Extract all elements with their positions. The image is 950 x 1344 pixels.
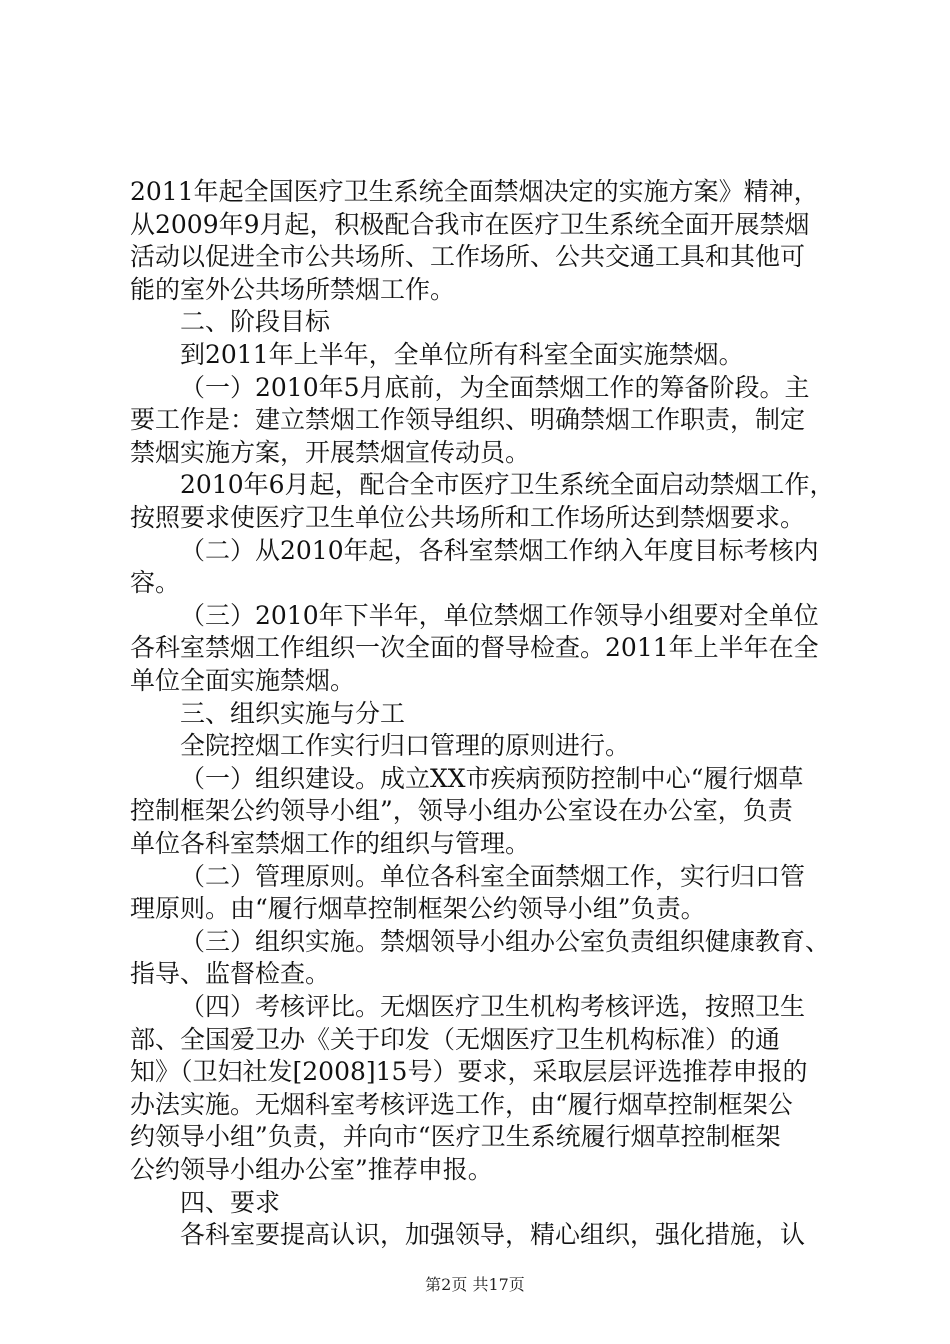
text-line: 各科室禁烟工作组织一次全面的督导检查。2011年上半年在全 bbox=[130, 633, 819, 662]
text-line: 2011年起全国医疗卫生系统全面禁烟决定的实施方案》精神， bbox=[130, 177, 819, 206]
text-line: 约领导小组”负责，并向市“医疗卫生系统履行烟草控制框架 bbox=[130, 1122, 781, 1151]
text-line: （三）组织实施。禁烟领导小组办公室负责组织健康教育、 bbox=[180, 927, 831, 956]
text-line: 禁烟实施方案，开展禁烟宣传动员。 bbox=[130, 438, 531, 467]
text-line: 能的室外公共场所禁烟工作。 bbox=[130, 275, 456, 304]
text-line: 容。 bbox=[130, 568, 181, 597]
text-line: 控制框架公约领导小组”，领导小组办公室设在办公室，负责 bbox=[130, 796, 793, 825]
text-line: 2010年6月起，配合全市医疗卫生系统全面启动禁烟工作， bbox=[180, 470, 835, 499]
text-line: 部、全国爱卫办《关于印发（无烟医疗卫生机构标准）的通 bbox=[130, 1025, 781, 1054]
text-line: 公约领导小组办公室”推荐申报。 bbox=[130, 1155, 493, 1184]
text-line: 全院控烟工作实行归口管理的原则进行。 bbox=[180, 731, 631, 760]
text-line: 单位各科室禁烟工作的组织与管理。 bbox=[130, 829, 531, 858]
text-line: （四）考核评比。无烟医疗卫生机构考核评选，按照卫生 bbox=[180, 992, 806, 1021]
text-line: （三）2010年下半年，单位禁烟工作领导小组要对全单位 bbox=[180, 601, 819, 630]
text-line: 知》（卫妇社发[2008]15号）要求，采取层层评选推荐申报的 bbox=[130, 1057, 808, 1086]
text-line: 到2011年上半年，全单位所有科室全面实施禁烟。 bbox=[180, 340, 744, 369]
text-line: （二）从2010年起，各科室禁烟工作纳入年度目标考核内 bbox=[180, 536, 819, 565]
text-line: 从2009年9月起，积极配合我市在医疗卫生系统全面开展禁烟 bbox=[130, 210, 810, 239]
text-line: 按照要求使医疗卫生单位公共场所和工作场所达到禁烟要求。 bbox=[130, 503, 806, 532]
text-line: （二）管理原则。单位各科室全面禁烟工作，实行归口管 bbox=[180, 862, 806, 891]
section-heading: 三、组织实施与分工 bbox=[180, 699, 406, 728]
text-line: 各科室要提高认识，加强领导，精心组织，强化措施，认 bbox=[180, 1220, 806, 1249]
text-line: 单位全面实施禁烟。 bbox=[130, 666, 356, 695]
text-line: 理原则。由“履行烟草控制框架公约领导小组”负责。 bbox=[130, 894, 706, 923]
text-line: 活动以促进全市公共场所、工作场所、公共交通工具和其他可 bbox=[130, 242, 806, 271]
text-line: （一）组织建设。成立XX市疾病预防控制中心“履行烟草 bbox=[180, 764, 804, 793]
text-line: 要工作是：建立禁烟工作领导组织、明确禁烟工作职责，制定 bbox=[130, 405, 806, 434]
section-heading: 二、阶段目标 bbox=[180, 307, 331, 336]
text-line: 办法实施。无烟科室考核评选工作，由“履行烟草控制框架公 bbox=[130, 1090, 793, 1119]
text-line: （一）2010年5月底前，为全面禁烟工作的筹备阶段。主 bbox=[180, 373, 810, 402]
page-number-footer: 第2页 共17页 bbox=[425, 1275, 525, 1294]
section-heading: 四、要求 bbox=[180, 1188, 281, 1217]
text-line: 指导、监督检查。 bbox=[130, 959, 331, 988]
